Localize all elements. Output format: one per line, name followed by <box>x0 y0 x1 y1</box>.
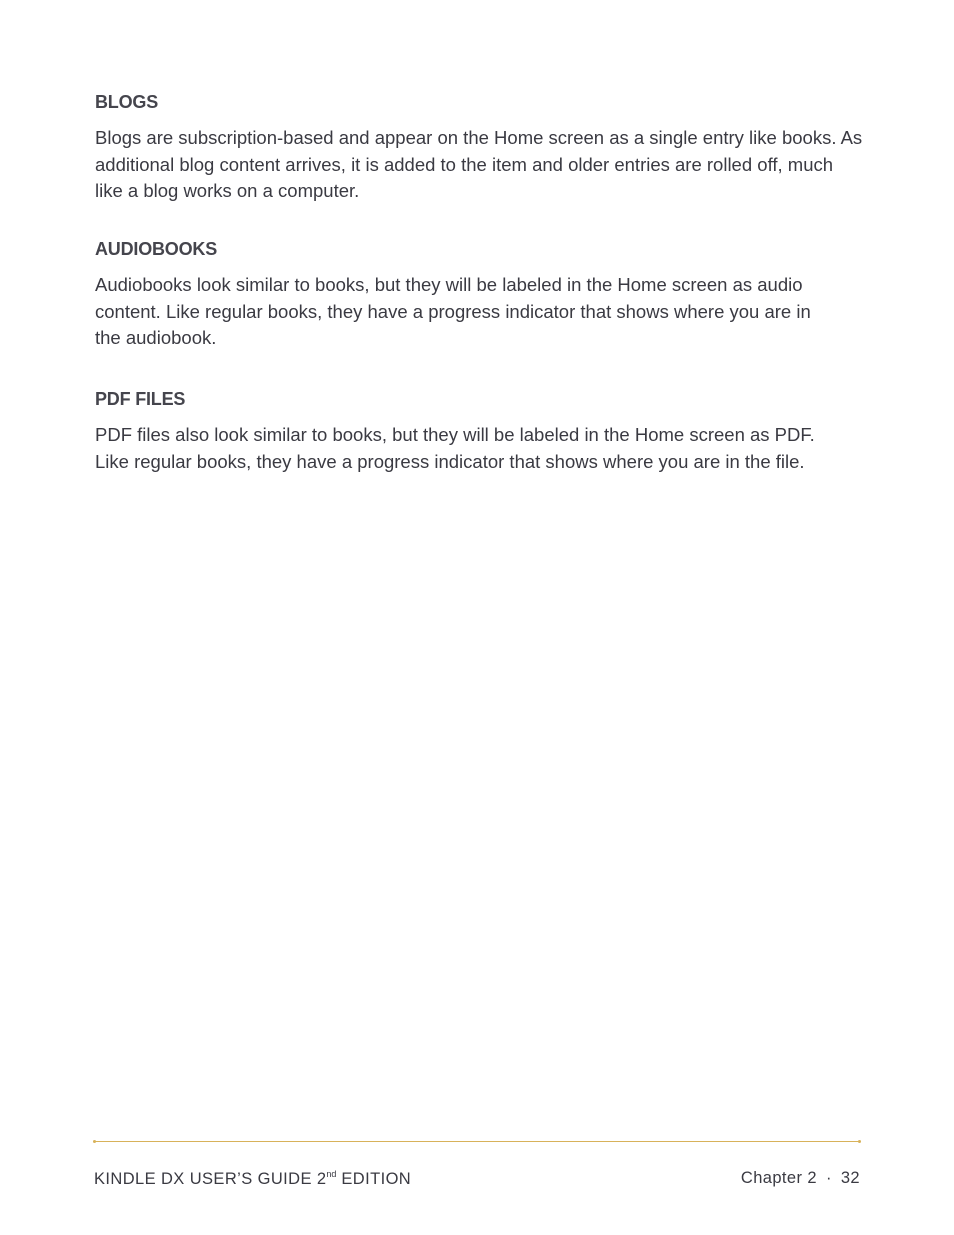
section-heading: PDF FILES <box>95 389 186 409</box>
section-heading: BLOGS <box>95 92 159 112</box>
guide-title-suffix: EDITION <box>336 1170 412 1188</box>
page-number: 32 <box>840 1169 860 1187</box>
section-body: Blogs are subscription-based and appear on the Home screen as a single entry like books. As additional blog content arrives, it is added to the item and older entries are rolled off, much like a blog works on a computer. <box>95 127 863 201</box>
footer-separator: · <box>825 1169 832 1187</box>
guide-title-ordinal: nd <box>326 1169 337 1179</box>
section-heading: AUDIOBOOKS <box>95 239 218 259</box>
section-audiobooks <box>95 238 815 352</box>
footer-page-info <box>741 1169 860 1188</box>
chapter-label: Chapter 2 <box>740 1169 817 1187</box>
section-body: Audiobooks look similar to books, but they will be labeled in the Home screen as audio content. Like regular books, they have a progress indicator that shows where you are in the audiobook. <box>95 274 811 348</box>
section-pdf-files <box>95 388 815 475</box>
footer-divider <box>94 1141 860 1142</box>
footer-guide-title <box>94 1169 411 1189</box>
guide-title-prefix: KINDLE DX USER’S GUIDE 2 <box>94 1170 327 1188</box>
section-blogs <box>95 91 865 205</box>
section-body: PDF files also look similar to books, but they will be labeled in the Home screen as PDF. Like regular books, they have a progress indicator that shows where you are in the file. <box>95 424 815 472</box>
